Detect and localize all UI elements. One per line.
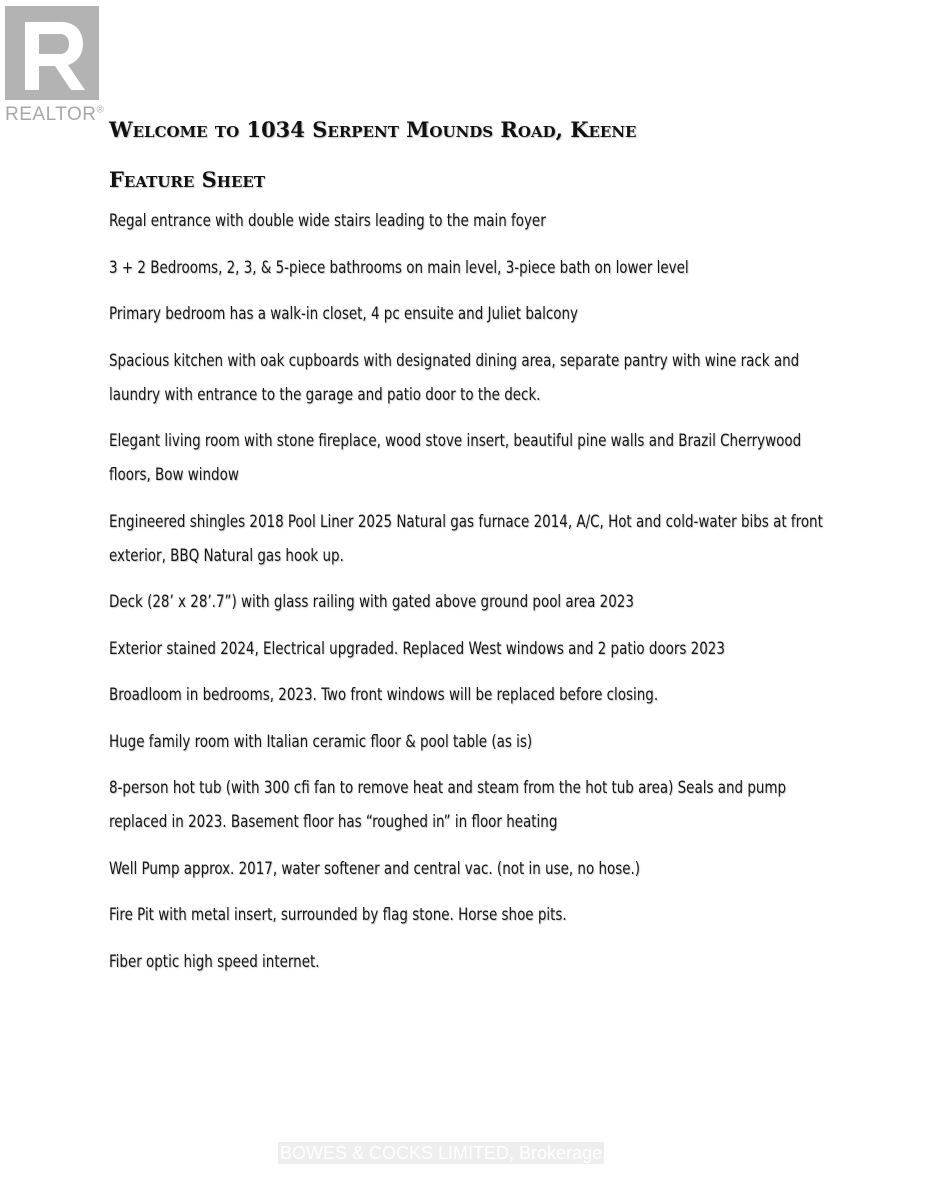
realtor-word: REALTOR — [5, 104, 97, 125]
feature-item: 8-person hot tub (with 300 cfi fan to remove heat and steam from the hot tub area) Seals and pump replaced in 2023. Basement floor has “roughed in” in floor heating — [109, 778, 787, 832]
feature-item: Primary bedroom has a walk-in closet, 4 pc ensuite and Juliet balcony — [109, 304, 578, 324]
brokerage-footer: BOWES & COCKS LIMITED, Brokerage — [280, 1143, 603, 1163]
feature-item: Spacious kitchen with oak cupboards with designated dining area, separate pantry with wine rack and laundry with entrance to the garage and patio door to the deck. — [109, 350, 800, 405]
feature-sheet — [109, 112, 849, 991]
feature-item: Deck (28’ x 28’.7”) with glass railing with gated above ground pool area 2023 — [109, 592, 634, 612]
realtor-wordmark — [5, 104, 104, 126]
document-subtitle: Feature Sheet — [109, 167, 265, 192]
feature-item: 3 + 2 Bedrooms, 2, 3, & 5-piece bathrooms on main level, 3-piece bath on lower level — [109, 257, 689, 278]
feature-item: Exterior stained 2024, Electrical upgraded. Replaced West windows and 2 patio doors 2023 — [109, 638, 725, 659]
feature-item: Huge family room with Italian ceramic floor & pool table (as is) — [109, 731, 533, 752]
feature-item: Well Pump approx. 2017, water softener and central vac. (not in use, no hose.) — [109, 858, 641, 879]
realtor-r-icon — [5, 6, 99, 100]
feature-item: Fire Pit with metal insert, surrounded by flag stone. Horse shoe pits. — [109, 905, 567, 925]
registered-mark: ® — [96, 104, 105, 116]
feature-item: Fiber optic high speed internet. — [109, 951, 320, 972]
feature-item: Regal entrance with double wide stairs leading to the main foyer — [109, 211, 546, 231]
document-title: Welcome to 1034 Serpent Mounds Road, Keene — [109, 117, 637, 142]
feature-item: Engineered shingles 2018 Pool Liner 2025 Natural gas furnace 2014, A/C, Hot and cold-water bibs at front exterior, BBQ Natural gas hook up. — [109, 511, 823, 566]
feature-item: Elegant living room with stone fireplace, wood stove insert, beautiful pine walls and Brazil Cherrywood floors, Bow window — [109, 431, 802, 485]
feature-item: Broadloom in bedrooms, 2023. Two front windows will be replaced before closing. — [109, 685, 659, 705]
feature-list — [109, 204, 849, 979]
realtor-logo — [5, 6, 108, 128]
